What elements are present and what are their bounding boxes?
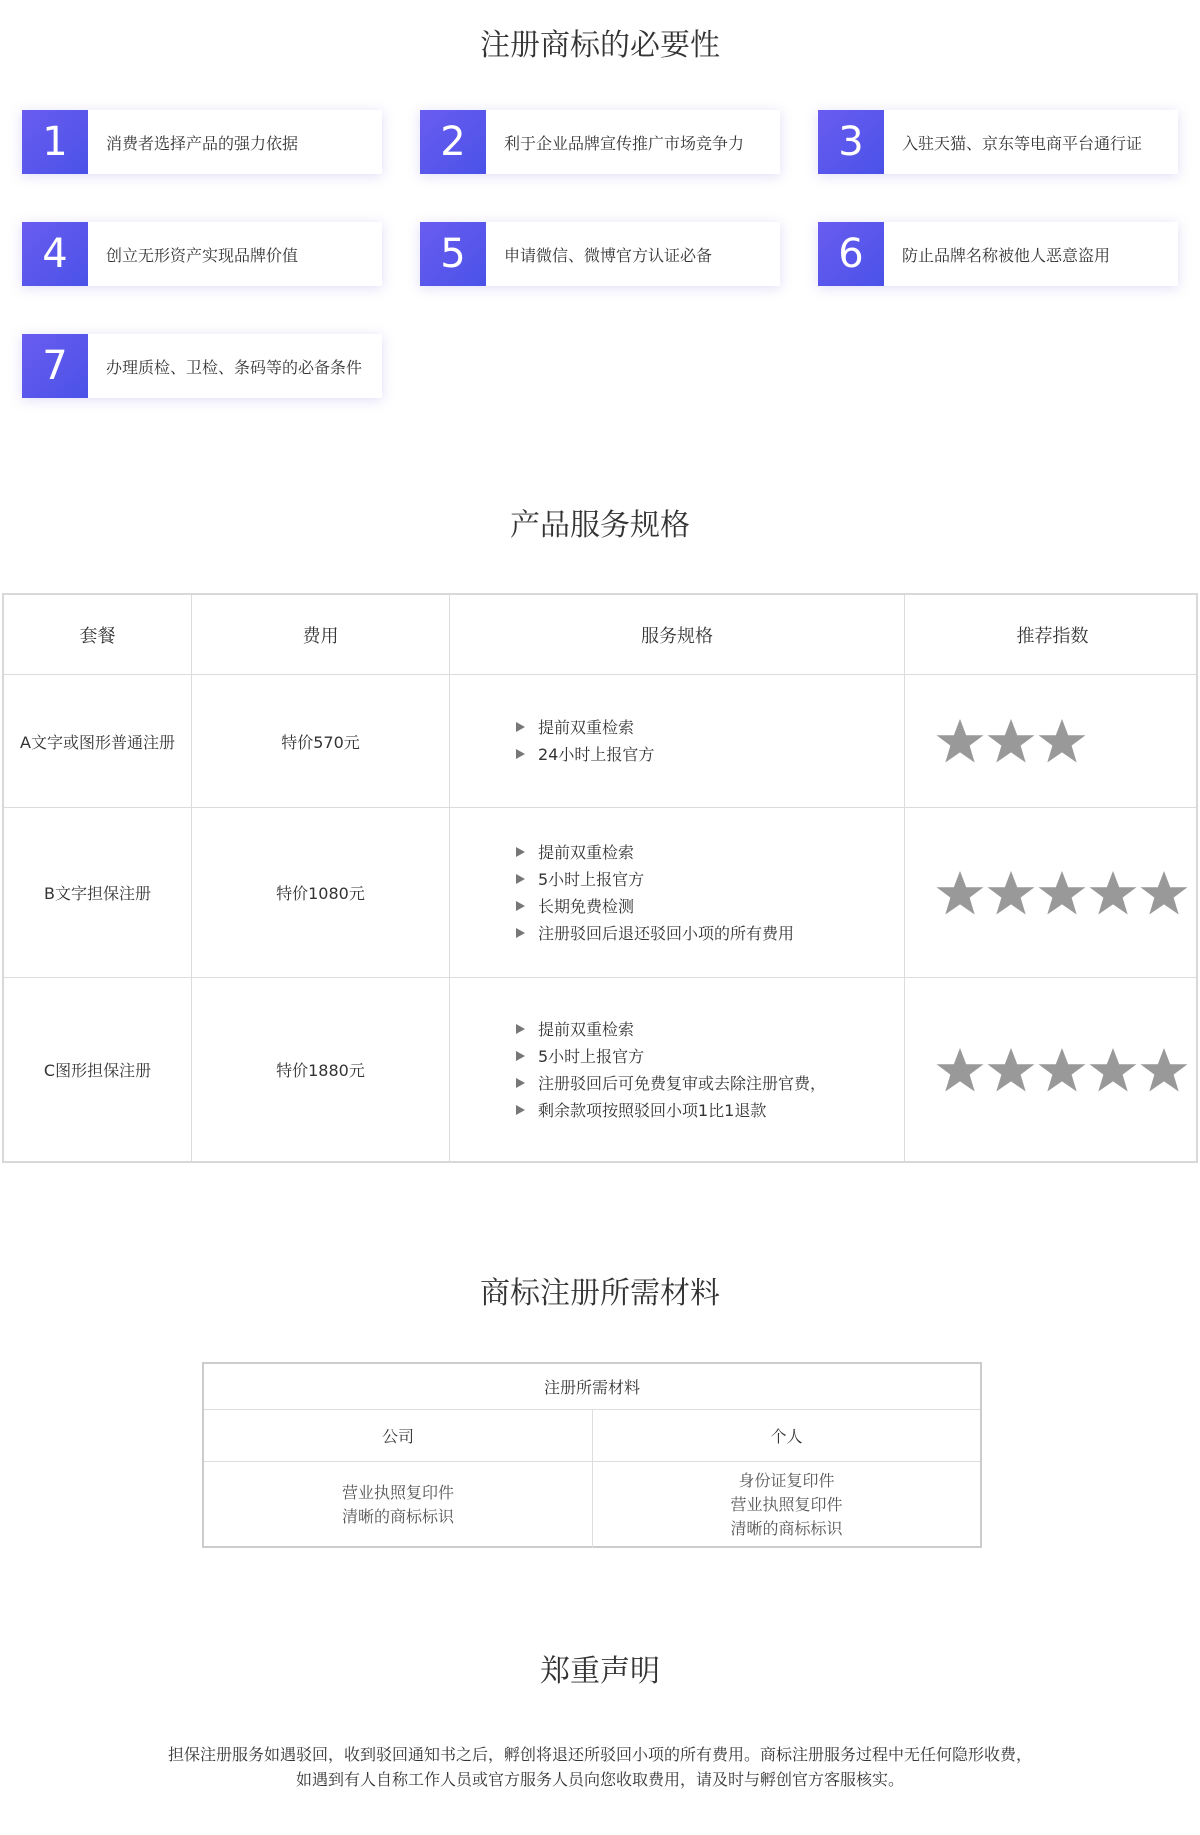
reason-card-5 <box>420 222 780 286</box>
materials-table-title: 注册所需材料 <box>543 1378 640 1397</box>
reason-number: 6 <box>818 222 884 286</box>
star-icon <box>1088 868 1138 918</box>
reason-number: 1 <box>22 110 88 174</box>
reason-card-6 <box>818 222 1178 286</box>
section-title-necessity: 注册商标的必要性 <box>480 28 720 63</box>
reason-card-3 <box>818 110 1178 174</box>
package-name: C图形担保注册 <box>4 978 192 1161</box>
reason-card-4 <box>22 222 382 286</box>
star-icon <box>1037 716 1087 766</box>
feature-list <box>450 1016 826 1124</box>
reason-text: 办理质检、卫检、条码等的必备条件 <box>106 357 363 377</box>
materials-items-row <box>204 1462 980 1548</box>
table-header-row <box>4 595 1196 675</box>
company-materials <box>204 1462 593 1548</box>
feature-item: 24小时上报官方 <box>516 741 654 768</box>
star-rating <box>935 716 1088 766</box>
reason-card-2 <box>420 110 780 174</box>
reason-number: 3 <box>818 110 884 174</box>
reason-number: 7 <box>22 334 88 398</box>
reason-text: 申请微信、微博官方认证必备 <box>504 245 713 265</box>
header-package: 套餐 <box>4 595 192 674</box>
company-header: 公司 <box>204 1410 593 1461</box>
feature-item: 注册驳回后可免费复审或去除注册官费， <box>516 1070 826 1097</box>
section-title-specs: 产品服务规格 <box>510 508 690 543</box>
section-title-materials: 商标注册所需材料 <box>480 1276 720 1311</box>
feature-item: 提前双重检索 <box>516 839 794 866</box>
star-icon <box>986 868 1036 918</box>
feature-item: 提前双重检索 <box>516 1016 826 1043</box>
star-icon <box>935 716 985 766</box>
feature-item: 5小时上报官方 <box>516 866 794 893</box>
package-rating <box>905 808 1200 977</box>
reason-card-7 <box>22 334 382 398</box>
package-features <box>450 675 905 807</box>
package-rating <box>905 675 1200 807</box>
reason-number: 4 <box>22 222 88 286</box>
header-price: 费用 <box>192 595 450 674</box>
material-item: 身份证复印件 <box>738 1471 835 1490</box>
section-title-statement: 郑重声明 <box>540 1654 660 1689</box>
reason-text: 创立无形资产实现品牌价值 <box>106 245 299 265</box>
feature-item: 长期免费检测 <box>516 893 794 920</box>
materials-header-row <box>204 1410 980 1462</box>
header-rating: 推荐指数 <box>1016 625 1089 647</box>
package-name: A文字或图形普通注册 <box>4 675 192 807</box>
reason-text: 利于企业品牌宣传推广市场竞争力 <box>504 133 745 153</box>
service-spec-table <box>2 593 1198 1163</box>
material-item: 清晰的商标标识 <box>341 1507 454 1526</box>
reason-number: 5 <box>420 222 486 286</box>
reason-text: 防止品牌名称被他人恶意盗用 <box>902 245 1111 265</box>
feature-item: 5小时上报官方 <box>516 1043 826 1070</box>
star-icon <box>986 716 1036 766</box>
reason-card-1 <box>22 110 382 174</box>
package-price: 特价1080元 <box>192 808 450 977</box>
feature-list <box>450 839 794 947</box>
reason-text: 入驻天猫、京东等电商平台通行证 <box>902 133 1143 153</box>
package-features <box>450 808 905 977</box>
statement-line-1: 担保注册服务如遇驳回，收到驳回通知书之后，孵创将退还所驳回小项的所有费用。商标注册服务过程中无任何隐形收费， <box>167 1745 1032 1764</box>
material-item: 营业执照复印件 <box>341 1483 454 1502</box>
star-icon <box>1037 868 1087 918</box>
material-item: 清晰的商标标识 <box>730 1519 843 1538</box>
feature-item: 剩余款项按照驳回小项1比1退款 <box>516 1097 826 1124</box>
star-rating <box>935 868 1190 918</box>
statement-line-2: 如遇到有人自称工作人员或官方服务人员向您收取费用，请及时与孵创官方客服核实。 <box>295 1770 904 1789</box>
feature-item: 提前双重检索 <box>516 714 654 741</box>
personal-materials <box>593 1462 980 1548</box>
star-icon <box>986 1045 1036 1095</box>
package-price: 特价570元 <box>192 675 450 807</box>
package-features <box>450 978 905 1161</box>
materials-title-row <box>204 1364 980 1410</box>
reason-number: 2 <box>420 110 486 174</box>
header-spec: 服务规格 <box>450 595 905 674</box>
statement-text <box>0 1742 1200 1792</box>
personal-materials-list <box>730 1469 842 1541</box>
package-name: B文字担保注册 <box>4 808 192 977</box>
star-icon <box>1037 1045 1087 1095</box>
package-price: 特价1880元 <box>192 978 450 1161</box>
materials-table <box>202 1362 982 1548</box>
table-row <box>4 808 1196 978</box>
feature-item: 注册驳回后退还驳回小项的所有费用 <box>516 920 794 947</box>
star-icon <box>935 868 985 918</box>
feature-list <box>450 714 654 768</box>
star-icon <box>935 1045 985 1095</box>
package-rating <box>905 978 1200 1161</box>
star-icon <box>1088 1045 1138 1095</box>
personal-header: 个人 <box>770 1427 803 1446</box>
company-materials-list <box>342 1481 454 1529</box>
star-rating <box>935 1045 1190 1095</box>
material-item: 营业执照复印件 <box>730 1495 843 1514</box>
star-icon <box>1139 868 1189 918</box>
reason-text: 消费者选择产品的强力依据 <box>106 133 299 153</box>
table-row <box>4 978 1196 1161</box>
table-row <box>4 675 1196 808</box>
star-icon <box>1139 1045 1189 1095</box>
